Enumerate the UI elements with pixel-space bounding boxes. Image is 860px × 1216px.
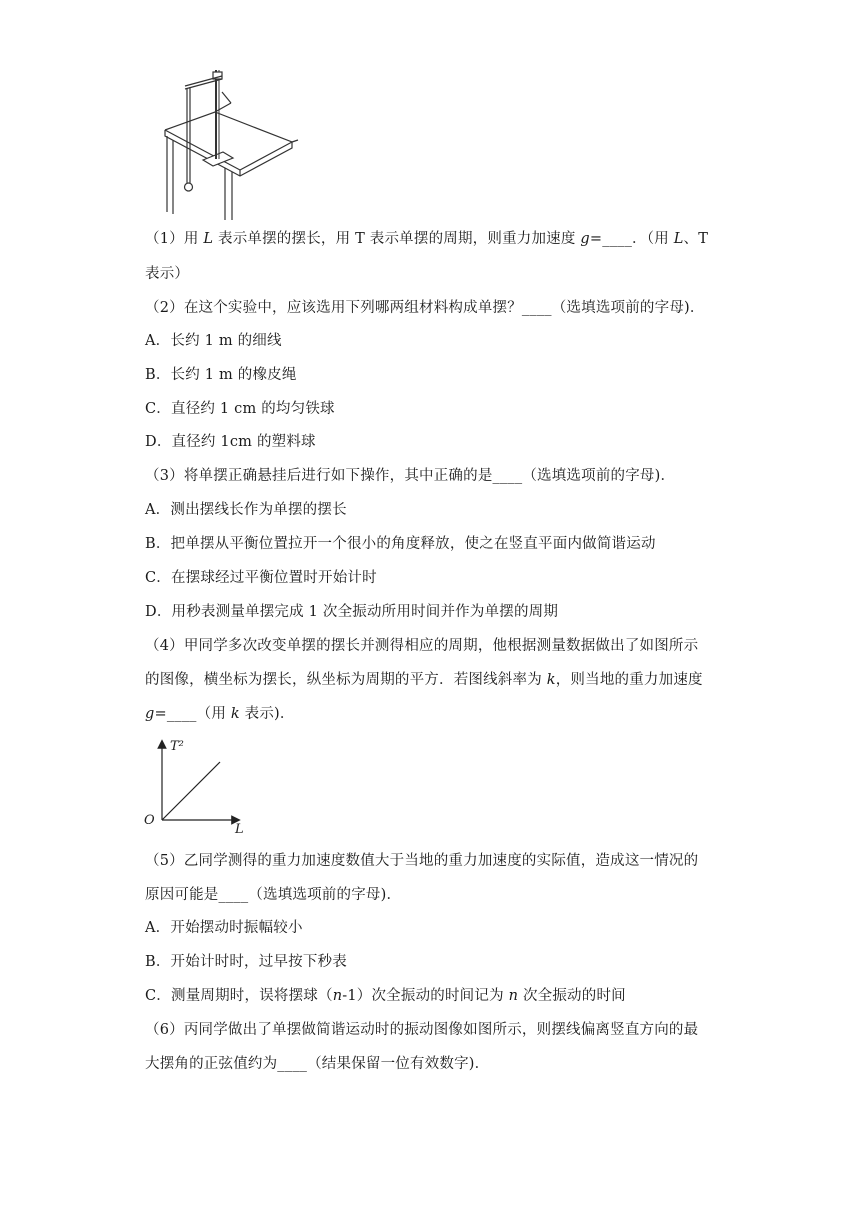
question-4-line-3: g=____（用 k 表示)．: [145, 706, 295, 722]
question-4-line-2: 的图像，横坐标为摆长，纵坐标为周期的平方．若图线斜率为 k，则当地的重力加速度: [145, 672, 703, 688]
question-3-option-d: D．用秒表测量单摆完成 1 次全振动所用时间并作为单摆的周期: [145, 604, 559, 620]
y-axis-label: T²: [170, 739, 184, 754]
question-2-option-c: C．直径约 1 cm 的均匀铁球: [145, 401, 335, 417]
question-3-stem: （3）将单摆正确悬挂后进行如下操作，其中正确的是____（选填选项前的字母)．: [145, 468, 676, 484]
question-4-line-1: （4）甲同学多次改变单摆的摆长并测得相应的周期，他根据测量数据做出了如图所示: [145, 638, 699, 654]
t-squared-vs-length-graph: [140, 734, 255, 836]
question-2-stem: （2）在这个实验中，应该选用下列哪两组材料构成单摆？____（选填选项前的字母)．: [145, 300, 705, 316]
question-2-option-d: D．直径约 1cm 的塑料球: [145, 434, 316, 450]
question-5-option-c: C．测量周期时，误将摆球（n-1）次全振动的时间记为 n 次全振动的时间: [145, 988, 626, 1004]
question-5-option-b: B．开始计时时，过早按下秒表: [145, 954, 347, 970]
pendulum-apparatus-figure: [155, 62, 300, 222]
question-5-option-a: A．开始摆动时振幅较小: [145, 920, 303, 936]
question-5-line-2: 原因可能是____（选填选项前的字母)．: [145, 887, 402, 903]
graph-line: [162, 762, 220, 820]
question-6-line-2: 大摆角的正弦值约为____（结果保留一位有效数字)．: [145, 1056, 490, 1072]
question-2-option-b: B．长约 1 m 的橡皮绳: [145, 367, 297, 383]
question-1-line-2: 表示）: [145, 266, 190, 282]
question-3-option-b: B．把单摆从平衡位置拉开一个很小的角度释放，使之在竖直平面内做简谐运动: [145, 536, 656, 552]
question-1-line-1: （1）用 L 表示单摆的摆长，用 T 表示单摆的周期，则重力加速度 g=____．（用 L、T: [145, 231, 709, 247]
question-6-line-1: （6）丙同学做出了单摆做简谐运动时的振动图像如图所示，则摆线偏离竖直方向的最: [145, 1022, 699, 1038]
origin-label: O: [144, 813, 155, 828]
question-2-option-a: A．长约 1 m 的细线: [145, 333, 282, 349]
question-3-option-a: A．测出摆线长作为单摆的摆长: [145, 502, 347, 518]
x-axis-label: L: [235, 822, 244, 836]
question-5-line-1: （5）乙同学测得的重力加速度数值大于当地的重力加速度的实际值，造成这一情况的: [145, 853, 699, 869]
question-3-option-c: C．在摆球经过平衡位置时开始计时: [145, 570, 377, 586]
